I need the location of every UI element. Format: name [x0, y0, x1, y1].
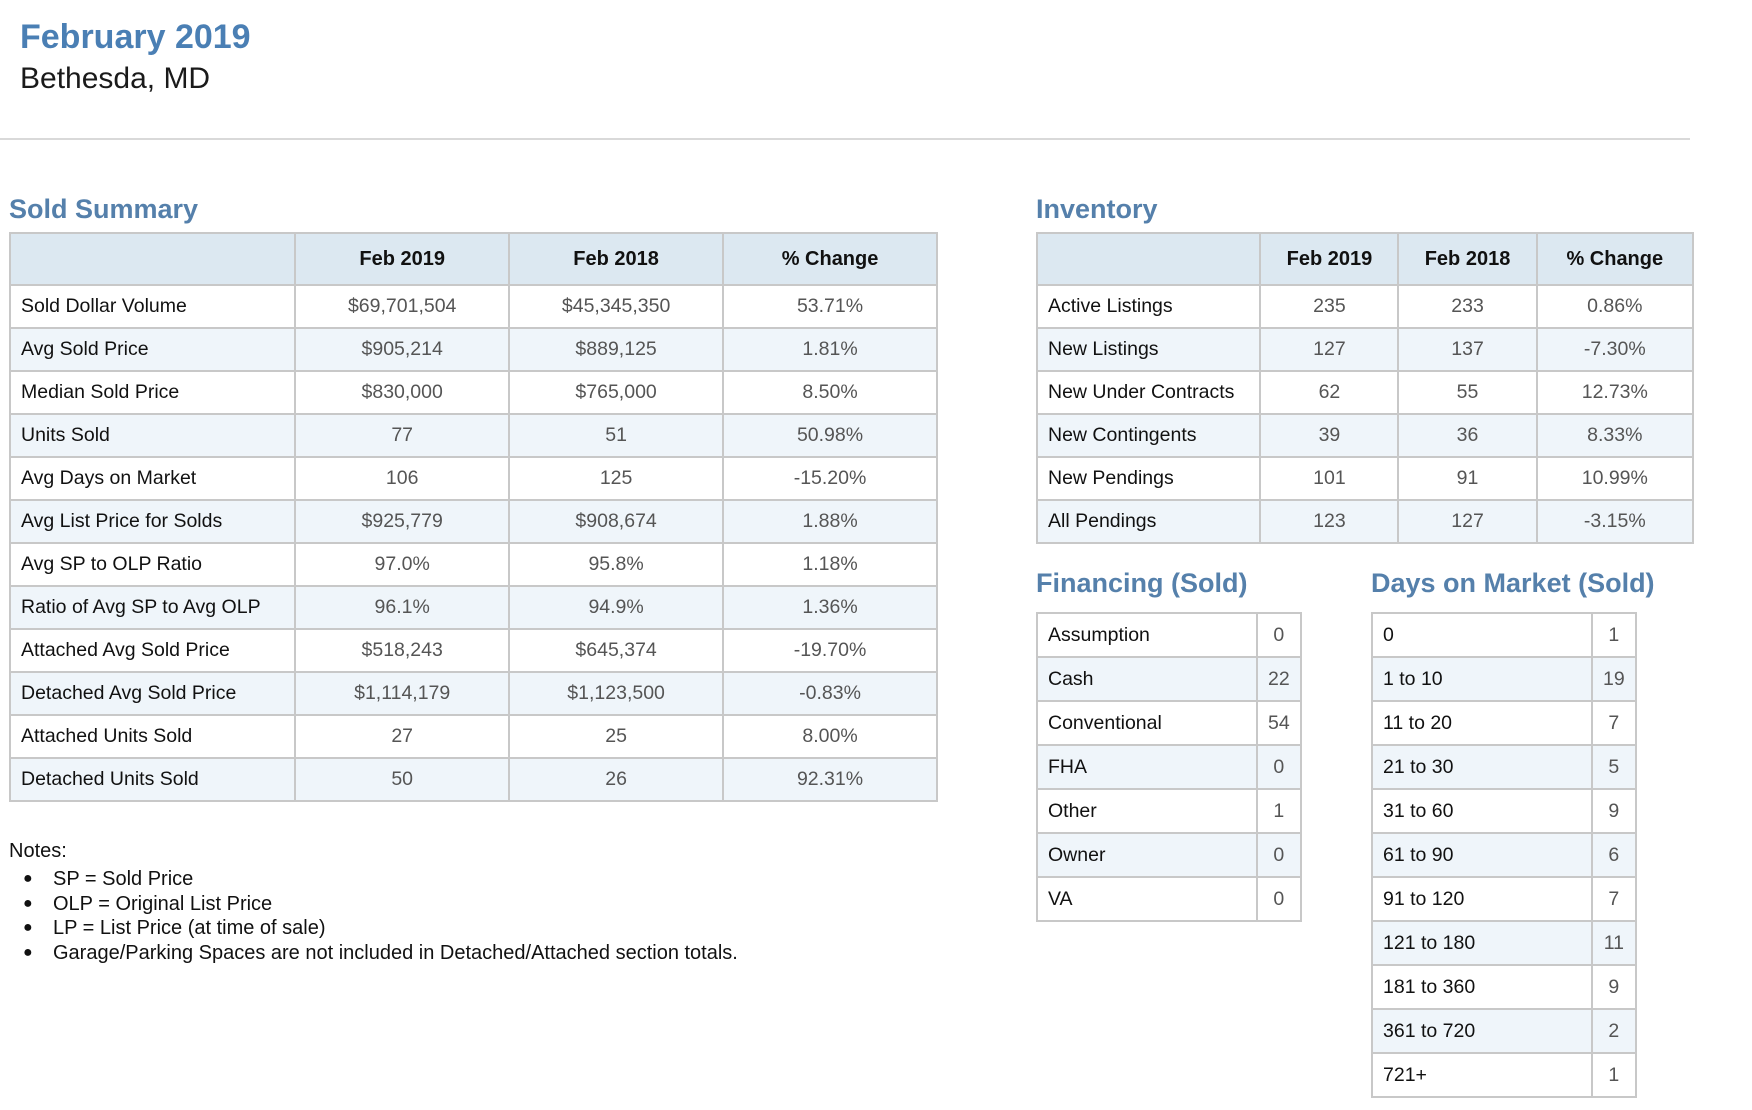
- cell-value: 0: [1257, 745, 1301, 789]
- table-row: [1037, 457, 1693, 500]
- column-header: [1037, 233, 1260, 285]
- note-item: ● SP = Sold Price: [53, 867, 738, 892]
- row-label: FHA: [1037, 745, 1257, 789]
- row-label: New Contingents: [1037, 414, 1260, 457]
- column-header: % Change: [723, 233, 937, 285]
- cell-value: 36: [1398, 414, 1536, 457]
- table-row: [10, 457, 937, 500]
- table-row: [1372, 877, 1636, 921]
- row-label: New Pendings: [1037, 457, 1260, 500]
- table-row: [10, 758, 937, 801]
- table-row: [1372, 965, 1636, 1009]
- cell-value: -3.15%: [1537, 500, 1693, 543]
- financing-table: [1036, 612, 1302, 922]
- inventory-title: Inventory: [1036, 194, 1158, 224]
- cell-value: 106: [295, 457, 509, 500]
- table-row: [1037, 500, 1693, 543]
- table-row: [10, 328, 937, 371]
- table-row: [10, 543, 937, 586]
- cell-value: 0: [1257, 613, 1301, 657]
- row-label: Assumption: [1037, 613, 1257, 657]
- cell-value: 125: [509, 457, 723, 500]
- cell-value: 101: [1260, 457, 1398, 500]
- cell-value: 12.73%: [1537, 371, 1693, 414]
- row-label: 121 to 180: [1372, 921, 1592, 965]
- table-row: [10, 371, 937, 414]
- table-row: [10, 285, 937, 328]
- row-label: 11 to 20: [1372, 701, 1592, 745]
- cell-value: 7: [1592, 877, 1636, 921]
- table-row: [1372, 833, 1636, 877]
- cell-value: 8.00%: [723, 715, 937, 758]
- column-header: [10, 233, 295, 285]
- table-row: [10, 586, 937, 629]
- table-row: [10, 672, 937, 715]
- row-label: 0: [1372, 613, 1592, 657]
- row-label: 61 to 90: [1372, 833, 1592, 877]
- table-row: [1037, 285, 1693, 328]
- table-row: [1037, 657, 1301, 701]
- cell-value: 50.98%: [723, 414, 937, 457]
- row-label: Detached Units Sold: [10, 758, 295, 801]
- notes-list: [9, 867, 738, 965]
- column-header: Feb 2019: [295, 233, 509, 285]
- report-location: Bethesda, MD: [20, 62, 211, 95]
- cell-value: -15.20%: [723, 457, 937, 500]
- days-on-market-table: [1371, 612, 1637, 1098]
- cell-value: 27: [295, 715, 509, 758]
- row-label: 721+: [1372, 1053, 1592, 1097]
- cell-value: -0.83%: [723, 672, 937, 715]
- cell-value: 95.8%: [509, 543, 723, 586]
- cell-value: 94.9%: [509, 586, 723, 629]
- row-label: Active Listings: [1037, 285, 1260, 328]
- table-row: [1037, 613, 1301, 657]
- cell-value: 97.0%: [295, 543, 509, 586]
- table-row: [1037, 328, 1693, 371]
- cell-value: $765,000: [509, 371, 723, 414]
- cell-value: 233: [1398, 285, 1536, 328]
- table-row: [1372, 789, 1636, 833]
- cell-value: $889,125: [509, 328, 723, 371]
- cell-value: 6: [1592, 833, 1636, 877]
- cell-value: 62: [1260, 371, 1398, 414]
- cell-value: 54: [1257, 701, 1301, 745]
- table-row: [1037, 877, 1301, 921]
- row-label: New Under Contracts: [1037, 371, 1260, 414]
- cell-value: 91: [1398, 457, 1536, 500]
- row-label: Median Sold Price: [10, 371, 295, 414]
- cell-value: 51: [509, 414, 723, 457]
- table-row: [10, 414, 937, 457]
- row-label: All Pendings: [1037, 500, 1260, 543]
- row-label: Avg SP to OLP Ratio: [10, 543, 295, 586]
- cell-value: $645,374: [509, 629, 723, 672]
- notes-section: [9, 840, 738, 965]
- cell-value: 77: [295, 414, 509, 457]
- cell-value: 8.50%: [723, 371, 937, 414]
- row-label: Detached Avg Sold Price: [10, 672, 295, 715]
- row-label: 31 to 60: [1372, 789, 1592, 833]
- table-row: [1372, 701, 1636, 745]
- note-item: ● Garage/Parking Spaces are not included in Detached/Attached section totals.: [53, 941, 738, 966]
- table-row: [1372, 921, 1636, 965]
- table-row: [1037, 745, 1301, 789]
- column-header: Feb 2018: [1398, 233, 1536, 285]
- cell-value: 8.33%: [1537, 414, 1693, 457]
- note-item: ● LP = List Price (at time of sale): [53, 916, 738, 941]
- cell-value: $45,345,350: [509, 285, 723, 328]
- cell-value: 137: [1398, 328, 1536, 371]
- row-label: Avg List Price for Solds: [10, 500, 295, 543]
- cell-value: 235: [1260, 285, 1398, 328]
- cell-value: $905,214: [295, 328, 509, 371]
- cell-value: 19: [1592, 657, 1636, 701]
- cell-value: 50: [295, 758, 509, 801]
- cell-value: $1,123,500: [509, 672, 723, 715]
- row-label: 1 to 10: [1372, 657, 1592, 701]
- days-on-market-title: Days on Market (Sold): [1371, 568, 1655, 598]
- row-label: Cash: [1037, 657, 1257, 701]
- column-header: Feb 2018: [509, 233, 723, 285]
- financing-title: Financing (Sold): [1036, 568, 1248, 598]
- cell-value: 92.31%: [723, 758, 937, 801]
- row-label: Sold Dollar Volume: [10, 285, 295, 328]
- sold-summary-title: Sold Summary: [9, 194, 199, 224]
- cell-value: 127: [1398, 500, 1536, 543]
- cell-value: 10.99%: [1537, 457, 1693, 500]
- cell-value: 55: [1398, 371, 1536, 414]
- table-row: [1037, 414, 1693, 457]
- row-label: Avg Days on Market: [10, 457, 295, 500]
- cell-value: 123: [1260, 500, 1398, 543]
- cell-value: 1.88%: [723, 500, 937, 543]
- inventory-table: [1036, 232, 1694, 544]
- cell-value: $925,779: [295, 500, 509, 543]
- table-row: [1037, 371, 1693, 414]
- cell-value: 1: [1592, 613, 1636, 657]
- column-header: % Change: [1537, 233, 1693, 285]
- cell-value: $518,243: [295, 629, 509, 672]
- header-divider: [0, 138, 1690, 140]
- column-header: Feb 2019: [1260, 233, 1398, 285]
- table-row: [1037, 789, 1301, 833]
- cell-value: $908,674: [509, 500, 723, 543]
- table-row: [10, 629, 937, 672]
- row-label: Avg Sold Price: [10, 328, 295, 371]
- cell-value: 39: [1260, 414, 1398, 457]
- cell-value: 53.71%: [723, 285, 937, 328]
- table-row: [10, 715, 937, 758]
- table-row: [1372, 657, 1636, 701]
- cell-value: 26: [509, 758, 723, 801]
- row-label: Conventional: [1037, 701, 1257, 745]
- cell-value: 1: [1592, 1053, 1636, 1097]
- row-label: Attached Avg Sold Price: [10, 629, 295, 672]
- table-header-row: [1037, 233, 1693, 285]
- table-row: [10, 500, 937, 543]
- table-row: [1372, 1053, 1636, 1097]
- cell-value: 7: [1592, 701, 1636, 745]
- cell-value: $830,000: [295, 371, 509, 414]
- cell-value: $69,701,504: [295, 285, 509, 328]
- row-label: 181 to 360: [1372, 965, 1592, 1009]
- cell-value: -7.30%: [1537, 328, 1693, 371]
- cell-value: -19.70%: [723, 629, 937, 672]
- cell-value: 96.1%: [295, 586, 509, 629]
- cell-value: 127: [1260, 328, 1398, 371]
- row-label: Attached Units Sold: [10, 715, 295, 758]
- row-label: 361 to 720: [1372, 1009, 1592, 1053]
- cell-value: 5: [1592, 745, 1636, 789]
- row-label: 91 to 120: [1372, 877, 1592, 921]
- cell-value: 1.18%: [723, 543, 937, 586]
- cell-value: 0: [1257, 833, 1301, 877]
- sold-summary-table: [9, 232, 938, 802]
- row-label: New Listings: [1037, 328, 1260, 371]
- table-header-row: [10, 233, 937, 285]
- row-label: Ratio of Avg SP to Avg OLP: [10, 586, 295, 629]
- report-title: February 2019: [20, 18, 251, 56]
- notes-label: Notes:: [9, 840, 67, 862]
- cell-value: 0: [1257, 877, 1301, 921]
- row-label: Owner: [1037, 833, 1257, 877]
- cell-value: 2: [1592, 1009, 1636, 1053]
- row-label: 21 to 30: [1372, 745, 1592, 789]
- cell-value: 1: [1257, 789, 1301, 833]
- cell-value: 9: [1592, 789, 1636, 833]
- row-label: Other: [1037, 789, 1257, 833]
- cell-value: 22: [1257, 657, 1301, 701]
- cell-value: 0.86%: [1537, 285, 1693, 328]
- cell-value: 11: [1592, 921, 1636, 965]
- row-label: Units Sold: [10, 414, 295, 457]
- table-row: [1037, 701, 1301, 745]
- cell-value: $1,114,179: [295, 672, 509, 715]
- table-row: [1372, 745, 1636, 789]
- table-row: [1037, 833, 1301, 877]
- cell-value: 25: [509, 715, 723, 758]
- cell-value: 1.36%: [723, 586, 937, 629]
- cell-value: 1.81%: [723, 328, 937, 371]
- row-label: VA: [1037, 877, 1257, 921]
- table-row: [1372, 1009, 1636, 1053]
- cell-value: 9: [1592, 965, 1636, 1009]
- note-item: ● OLP = Original List Price: [53, 892, 738, 917]
- table-row: [1372, 613, 1636, 657]
